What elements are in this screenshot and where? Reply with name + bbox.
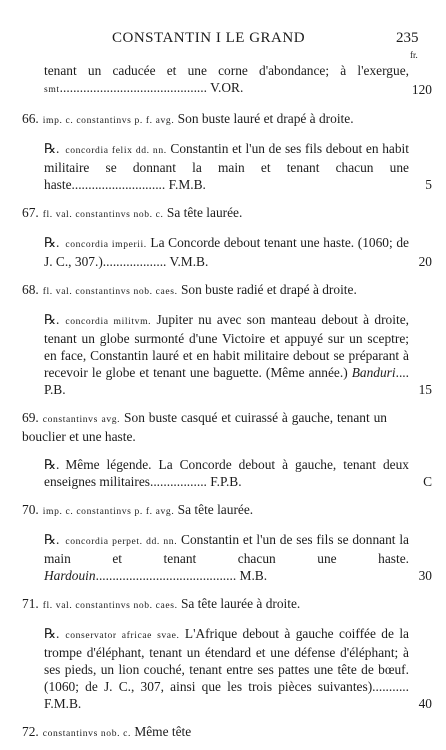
reverse-symbol: ℞.	[44, 532, 60, 547]
entry-description: 67. fl. val. constantinvs nob. c. Sa tête laurée.	[22, 205, 243, 220]
entry-number: 69.	[22, 410, 39, 425]
entry-number: 70.	[22, 502, 39, 517]
entry-description: 68. fl. val. constantinvs nob. caes. Son buste radié et drapé à droite.	[22, 282, 357, 297]
catalogue-entry-72	[0, 723, 446, 742]
entry-value: 120	[411, 82, 432, 97]
entry-description: ℞. Même légende. La Concorde debout à gauche, tenant deux enseignes militaires................. F.P.B.	[44, 457, 409, 489]
entry-description: ℞. concordia felix dd. nn. Constantin et l'un de ses fils debout en habit militaire se donnant la main et tenant chacun une haste............................ F.M.B.	[44, 141, 409, 192]
entry-description: tenant un caducée et une corne d'abondance; à l'exergue, smt............................................ V.OR.	[44, 63, 409, 95]
catalogue-entry-67	[0, 204, 446, 223]
catalogue-entry-68-reverse	[0, 311, 446, 398]
entry-description: 66. imp. c. constantinvs p. f. avg. Son buste lauré et drapé à droite.	[22, 111, 354, 126]
entry-description: 69. constantinvs avg. Son buste casqué et cuirassé à gauche, tenant un bouclier et une haste.	[22, 410, 387, 444]
page-number: 235	[396, 30, 419, 46]
reverse-symbol: ℞.	[44, 235, 60, 250]
entry-value: 40	[418, 696, 432, 711]
entry-number: 68.	[22, 282, 39, 297]
catalogue-entry-67-reverse	[0, 234, 446, 270]
entry-value: 5	[425, 177, 432, 192]
reverse-symbol: ℞.	[44, 457, 60, 472]
entry-description: 72. constantinvs nob. c. Même tête	[22, 724, 192, 739]
catalogue-entry-66-reverse	[0, 140, 446, 193]
catalogue-entries	[0, 62, 446, 742]
entry-description: 71. fl. val. constantinvs nob. caes. Sa tête laurée à droite.	[22, 596, 301, 611]
catalogue-entry-70-reverse	[0, 531, 446, 584]
catalogue-entry-71-reverse	[0, 625, 446, 712]
entry-value: 20	[418, 254, 432, 269]
reverse-symbol: ℞.	[44, 312, 60, 327]
running-header	[0, 30, 446, 60]
entry-value: 15	[418, 382, 432, 397]
catalogue-entry-68	[0, 281, 446, 300]
entry-description: ℞. concordia militvm. Jupiter nu avec son manteau debout à droite, tenant un globe surmonté d'une Victoire et appuyé sur un sceptre; en face, Constantin lauré et en habit militaire debout se préparant à recevoir le globe et tenant une baguette. (Même année.) Banduri.... P.B.	[44, 312, 409, 397]
entry-value: 30	[418, 568, 432, 583]
catalogue-entry-continuation	[0, 62, 446, 98]
entry-number: 71.	[22, 596, 39, 611]
reverse-symbol: ℞.	[44, 141, 60, 156]
entry-number: 67.	[22, 205, 39, 220]
entry-description: 70. imp. c. constantinvs p. f. avg. Sa tête laurée.	[22, 502, 254, 517]
catalogue-entry-70	[0, 501, 446, 520]
page-title: CONSTANTIN I LE GRAND	[112, 30, 306, 46]
entry-number: 72.	[22, 724, 39, 739]
entry-value: C	[423, 474, 432, 489]
reverse-symbol: ℞.	[44, 626, 60, 641]
entry-description: ℞. concordia perpet. dd. nn. Constantin et l'un de ses fils se donnant la main et tenant chacun une haste. Hardouin.......................................... M.B.	[44, 532, 410, 583]
entry-number: 66.	[22, 111, 39, 126]
currency-unit-label: fr.	[410, 50, 418, 60]
entry-description: ℞. conservator africae svae. L'Afrique debout à gauche coiffée de la trompe d'éléphant, tenant un étendard et une défense d'éléphant; à ses pieds, un lion couché, tenant entre ses pattes une tête de bœuf. (1060; de J. C., 307, ainsi que les trois pièces suivantes)........... F.M.B.	[44, 626, 409, 711]
catalogue-entry-69-reverse	[0, 456, 446, 490]
catalogue-entry-66	[0, 110, 446, 129]
catalogue-entry-71	[0, 595, 446, 614]
entry-description: ℞. concordia imperii. La Concorde debout tenant une haste. (1060; de J. C., 307.)................... V.M.B.	[44, 235, 409, 269]
catalogue-entry-69	[0, 409, 446, 445]
